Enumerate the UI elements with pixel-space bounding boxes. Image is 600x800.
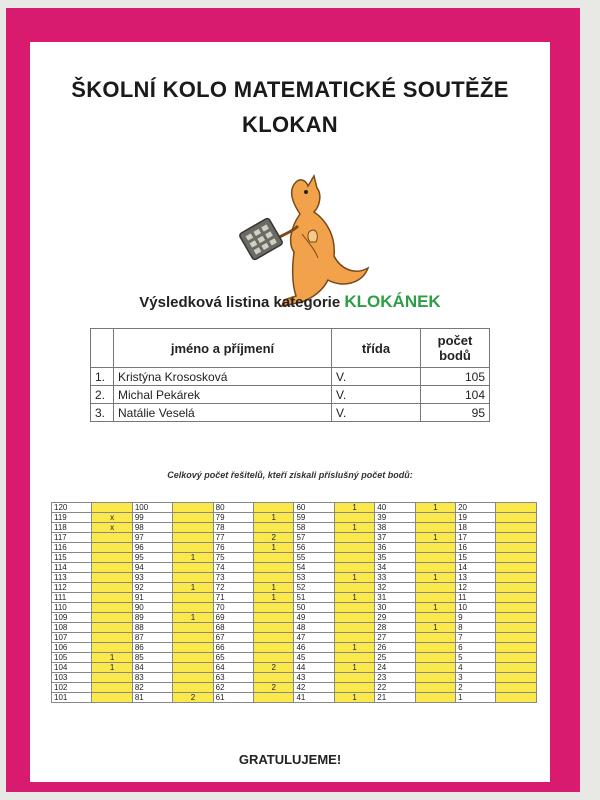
points-value-cell: 93 [132,573,172,583]
solver-count-cell [173,523,213,533]
points-value-cell: 87 [132,633,172,643]
distribution-row [52,643,537,653]
points-value-cell: 70 [213,603,253,613]
solver-count-cell: x [92,513,132,523]
points-value-cell: 23 [375,673,415,683]
name-cell: Kristýna Krososková [114,368,332,386]
solver-count-cell [173,573,213,583]
solver-count-cell [173,503,213,513]
points-value-cell: 102 [52,683,92,693]
points-value-cell: 106 [52,643,92,653]
solver-count-cell: 2 [254,663,294,673]
solver-count-cell [415,683,455,693]
solver-count-cell [254,693,294,703]
distribution-row [52,593,537,603]
solver-count-cell [92,533,132,543]
rank-cell: 2. [91,386,114,404]
points-cell: 95 [421,404,490,422]
points-value-cell: 65 [213,653,253,663]
solver-count-cell [92,503,132,513]
solver-count-cell [254,653,294,663]
points-value-cell: 62 [213,683,253,693]
solver-count-cell [496,593,537,603]
points-value-cell: 120 [52,503,92,513]
points-value-cell: 85 [132,653,172,663]
points-value-cell: 66 [213,643,253,653]
distribution-row [52,653,537,663]
solver-count-cell [415,673,455,683]
points-value-cell: 15 [456,553,496,563]
solver-count-cell [254,603,294,613]
solver-count-cell [496,533,537,543]
solver-count-cell: 1 [254,513,294,523]
rank-cell: 3. [91,404,114,422]
points-value-cell: 18 [456,523,496,533]
points-value-cell: 50 [294,603,334,613]
solver-count-cell [334,563,374,573]
points-value-cell: 9 [456,613,496,623]
solver-count-cell [334,533,374,543]
distribution-row [52,503,537,513]
solver-count-cell: 1 [415,623,455,633]
points-value-cell: 95 [132,553,172,563]
solver-count-cell [415,693,455,703]
points-value-cell: 5 [456,653,496,663]
points-value-cell: 29 [375,613,415,623]
points-value-cell: 7 [456,633,496,643]
points-value-cell: 117 [52,533,92,543]
solver-count-cell [496,583,537,593]
points-value-cell: 98 [132,523,172,533]
points-value-cell: 49 [294,613,334,623]
points-value-cell: 21 [375,693,415,703]
solver-count-cell [254,573,294,583]
solver-count-cell [496,643,537,653]
solver-count-cell [334,513,374,523]
solver-count-cell [254,523,294,533]
points-value-cell: 61 [213,693,253,703]
kangaroo-illustration [222,172,372,312]
points-value-cell: 101 [52,693,92,703]
points-value-cell: 14 [456,563,496,573]
points-value-cell: 46 [294,643,334,653]
solver-count-cell [334,613,374,623]
points-value-cell: 79 [213,513,253,523]
points-value-cell: 25 [375,653,415,663]
solver-count-cell [254,613,294,623]
points-cell: 104 [421,386,490,404]
solver-count-cell [496,623,537,633]
points-value-cell: 97 [132,533,172,543]
solver-count-cell [254,623,294,633]
points-value-cell: 48 [294,623,334,633]
results-header-row [91,329,490,368]
solver-count-cell [92,683,132,693]
solver-count-cell: 2 [254,533,294,543]
solver-count-cell [334,673,374,683]
points-value-cell: 96 [132,543,172,553]
solver-count-cell [92,603,132,613]
solver-count-cell [92,543,132,553]
distribution-row [52,553,537,563]
distribution-row [52,543,537,553]
table-row [91,368,490,386]
distribution-row [52,623,537,633]
points-value-cell: 100 [132,503,172,513]
solver-count-cell [334,543,374,553]
points-value-cell: 112 [52,583,92,593]
solver-count-cell: 2 [173,693,213,703]
solver-count-cell: 1 [254,583,294,593]
solver-count-cell [254,503,294,513]
points-value-cell: 40 [375,503,415,513]
points-cell: 105 [421,368,490,386]
points-value-cell: 22 [375,683,415,693]
points-value-cell: 58 [294,523,334,533]
solver-count-cell [254,673,294,683]
solver-count-cell: 1 [254,543,294,553]
distribution-row [52,633,537,643]
points-header-line2: bodů [439,348,471,363]
points-value-cell: 45 [294,653,334,663]
solver-count-cell: 1 [173,613,213,623]
points-value-cell: 81 [132,693,172,703]
solver-count-cell [496,603,537,613]
points-value-cell: 3 [456,673,496,683]
points-value-cell: 1 [456,693,496,703]
solver-count-cell [496,503,537,513]
solver-count-cell [92,693,132,703]
distribution-row [52,513,537,523]
points-distribution-table [51,502,537,703]
distribution-row [52,533,537,543]
solver-count-cell [173,683,213,693]
solver-count-cell [334,623,374,633]
solver-count-cell [334,603,374,613]
results-subtitle [30,292,550,312]
solver-count-cell [92,573,132,583]
solver-count-cell [173,663,213,673]
solver-count-cell [92,553,132,563]
solver-count-cell [496,513,537,523]
solver-count-cell [415,513,455,523]
points-value-cell: 8 [456,623,496,633]
solver-count-cell: 1 [173,553,213,563]
points-value-cell: 27 [375,633,415,643]
solver-count-cell [92,583,132,593]
points-value-cell: 38 [375,523,415,533]
points-value-cell: 77 [213,533,253,543]
solver-count-cell [254,563,294,573]
points-value-cell: 83 [132,673,172,683]
points-value-cell: 63 [213,673,253,683]
points-value-cell: 115 [52,553,92,563]
solver-count-cell: 1 [334,643,374,653]
name-cell: Natálie Veselá [114,404,332,422]
points-value-cell: 60 [294,503,334,513]
solver-count-cell [496,663,537,673]
solver-count-cell [496,673,537,683]
points-value-cell: 94 [132,563,172,573]
points-value-cell: 107 [52,633,92,643]
solver-count-cell [415,583,455,593]
points-value-cell: 19 [456,513,496,523]
solver-count-cell [173,623,213,633]
points-value-cell: 52 [294,583,334,593]
distribution-row [52,663,537,673]
solver-count-cell [496,573,537,583]
solver-count-cell [415,523,455,533]
solver-count-cell [496,543,537,553]
points-value-cell: 84 [132,663,172,673]
points-value-cell: 59 [294,513,334,523]
solver-count-cell: 2 [254,683,294,693]
distribution-row [52,583,537,593]
solver-count-cell [173,533,213,543]
points-value-cell: 91 [132,593,172,603]
distribution-row [52,693,537,703]
distribution-row [52,563,537,573]
points-value-cell: 76 [213,543,253,553]
points-value-cell: 10 [456,603,496,613]
points-value-cell: 37 [375,533,415,543]
points-value-cell: 111 [52,593,92,603]
table-row [91,404,490,422]
solver-count-cell: 1 [415,533,455,543]
points-value-cell: 39 [375,513,415,523]
page-title-competition: KLOKAN [242,112,338,137]
results-table [90,328,490,422]
solver-count-cell [496,523,537,533]
solver-count-cell [92,623,132,633]
subtitle-prefix: Výsledková listina kategorie [139,294,341,311]
points-value-cell: 2 [456,683,496,693]
points-value-cell: 90 [132,603,172,613]
rank-cell: 1. [91,368,114,386]
solver-count-cell: 1 [415,573,455,583]
category-name: KLOKÁNEK [344,292,441,311]
solver-count-cell [415,543,455,553]
solver-count-cell [173,513,213,523]
solver-count-cell [415,553,455,563]
distribution-row [52,603,537,613]
points-value-cell: 105 [52,653,92,663]
points-value-cell: 64 [213,663,253,673]
points-value-cell: 51 [294,593,334,603]
solver-count-cell [496,563,537,573]
distribution-row [52,573,537,583]
solver-count-cell [173,543,213,553]
solver-count-cell [496,553,537,563]
solver-count-cell [415,663,455,673]
distribution-row [52,673,537,683]
points-value-cell: 33 [375,573,415,583]
solver-count-cell [496,683,537,693]
solver-count-cell: 1 [334,503,374,513]
points-value-cell: 44 [294,663,334,673]
points-header-line1: počet [437,333,473,348]
class-cell: V. [332,368,421,386]
solver-count-cell [415,563,455,573]
points-value-cell: 118 [52,523,92,533]
solver-count-cell: 1 [334,593,374,603]
points-value-cell: 11 [456,593,496,603]
solver-count-cell [334,583,374,593]
solver-count-cell [92,673,132,683]
solver-count-cell: 1 [334,573,374,583]
points-value-cell: 74 [213,563,253,573]
solver-count-cell [496,613,537,623]
points-value-cell: 17 [456,533,496,543]
class-cell: V. [332,404,421,422]
points-value-cell: 92 [132,583,172,593]
points-value-cell: 69 [213,613,253,623]
points-value-cell: 86 [132,643,172,653]
name-header: jméno a příjmení [114,329,332,368]
solver-count-cell [254,643,294,653]
solver-count-cell: 1 [334,663,374,673]
solver-count-cell [92,563,132,573]
solver-count-cell [415,633,455,643]
solver-count-cell: 1 [415,603,455,613]
points-value-cell: 110 [52,603,92,613]
points-value-cell: 34 [375,563,415,573]
points-value-cell: 68 [213,623,253,633]
solver-count-cell [173,643,213,653]
solver-count-cell: 1 [334,523,374,533]
points-value-cell: 82 [132,683,172,693]
solver-count-cell [92,643,132,653]
distribution-row [52,613,537,623]
points-value-cell: 114 [52,563,92,573]
points-value-cell: 28 [375,623,415,633]
solver-count-cell [334,683,374,693]
points-value-cell: 103 [52,673,92,683]
solver-count-cell [415,653,455,663]
points-value-cell: 26 [375,643,415,653]
points-value-cell: 47 [294,633,334,643]
solver-count-cell: 1 [92,653,132,663]
solver-count-cell: 1 [254,593,294,603]
solver-count-cell: 1 [334,693,374,703]
page-title: ŠKOLNÍ KOLO MATEMATICKÉ SOUTĚŽE [71,77,509,102]
points-value-cell: 113 [52,573,92,583]
solver-count-cell [173,653,213,663]
solver-count-cell [334,653,374,663]
name-cell: Michal Pekárek [114,386,332,404]
points-value-cell: 16 [456,543,496,553]
points-value-cell: 71 [213,593,253,603]
solver-count-cell [173,593,213,603]
distribution-row [52,523,537,533]
points-value-cell: 42 [294,683,334,693]
points-value-cell: 20 [456,503,496,513]
points-value-cell: 43 [294,673,334,683]
solver-count-cell: 1 [173,583,213,593]
points-value-cell: 104 [52,663,92,673]
points-value-cell: 55 [294,553,334,563]
points-value-cell: 6 [456,643,496,653]
rank-header [91,329,114,368]
results-sheet [30,42,550,782]
points-value-cell: 116 [52,543,92,553]
points-value-cell: 72 [213,583,253,593]
solver-count-cell [92,633,132,643]
solver-count-cell [92,613,132,623]
class-header: třída [332,329,421,368]
points-value-cell: 57 [294,533,334,543]
solver-count-cell [173,633,213,643]
distribution-row [52,683,537,693]
solver-count-cell [173,603,213,613]
points-value-cell: 24 [375,663,415,673]
points-value-cell: 109 [52,613,92,623]
solver-count-cell [496,633,537,643]
solver-count-cell [415,613,455,623]
solver-count-cell [173,563,213,573]
points-value-cell: 108 [52,623,92,633]
solver-count-cell: 1 [92,663,132,673]
points-value-cell: 35 [375,553,415,563]
points-value-cell: 12 [456,583,496,593]
points-value-cell: 88 [132,623,172,633]
solver-count-cell [92,593,132,603]
congratulations-text: GRATULUJEME! [238,752,342,767]
solver-count-cell [334,633,374,643]
solver-count-cell [173,673,213,683]
solver-count-cell [254,633,294,643]
points-value-cell: 54 [294,563,334,573]
points-value-cell: 31 [375,593,415,603]
solver-count-cell [415,593,455,603]
points-header [421,329,490,368]
points-value-cell: 53 [294,573,334,583]
points-value-cell: 119 [52,513,92,523]
points-value-cell: 30 [375,603,415,613]
points-value-cell: 4 [456,663,496,673]
points-value-cell: 32 [375,583,415,593]
points-value-cell: 73 [213,573,253,583]
points-value-cell: 41 [294,693,334,703]
solver-count-cell [496,693,537,703]
table-row [91,386,490,404]
solver-count-cell: x [92,523,132,533]
points-value-cell: 80 [213,503,253,513]
solver-count-cell [334,553,374,563]
points-value-cell: 67 [213,633,253,643]
points-value-cell: 78 [213,523,253,533]
points-value-cell: 36 [375,543,415,553]
points-value-cell: 75 [213,553,253,563]
points-value-cell: 13 [456,573,496,583]
solver-count-cell [496,653,537,663]
distribution-caption: Celkový počet řešitelů, kteří získali příslušný počet bodů: [167,470,413,480]
solver-count-cell [415,643,455,653]
solver-count-cell: 1 [415,503,455,513]
points-value-cell: 89 [132,613,172,623]
class-cell: V. [332,386,421,404]
points-value-cell: 99 [132,513,172,523]
points-value-cell: 56 [294,543,334,553]
solver-count-cell [254,553,294,563]
